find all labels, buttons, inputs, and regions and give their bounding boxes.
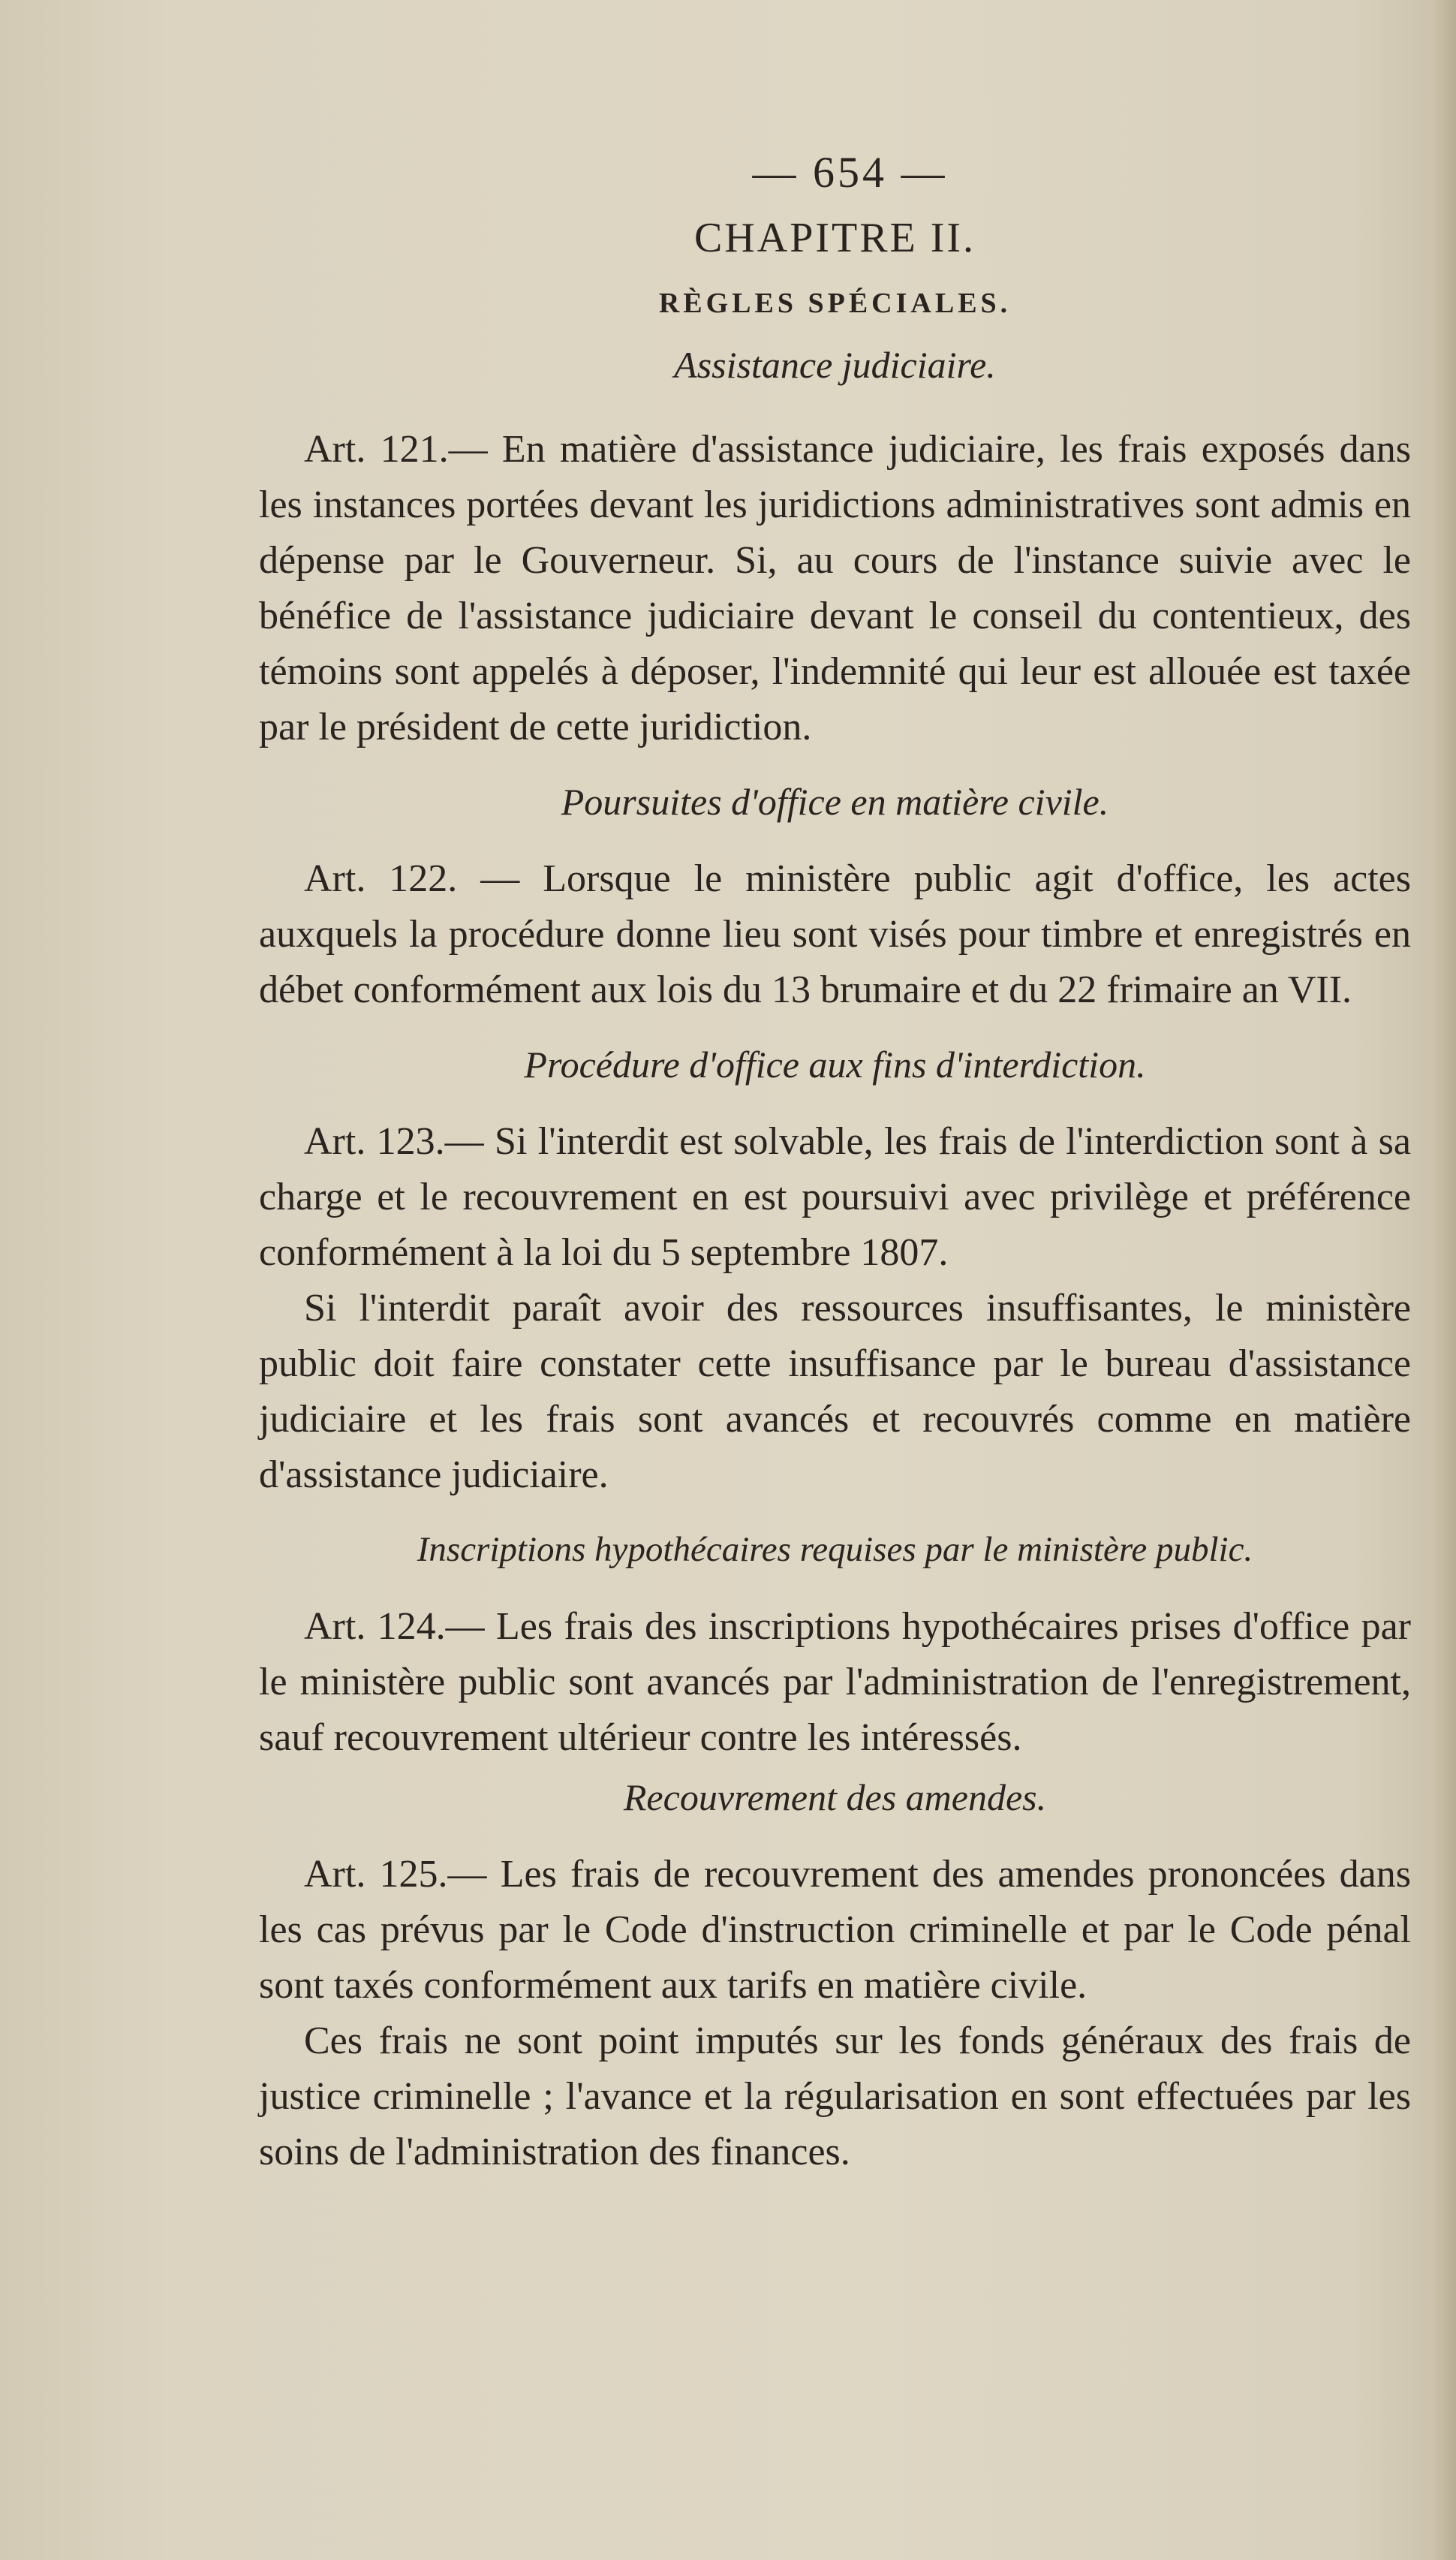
article-121: Art. 121.— En matière d'assistance judiciaire, les frais exposés dans les instances portées devant les juridictions administratives sont admis en dépense par le Gouverneur. Si, au cours de l'instance suivie avec le bénéfice de l'assistance judiciaire devant le conseil du contentieux, des témoins sont appelés à déposer, l'indemnité qui leur est allouée est taxée par le président de cette juridiction. [259,428,1411,748]
page-content [259,143,1411,2180]
article-125: Art. 125.— Les frais de recouvrement des amendes prononcées dans les cas prévus par le Code d'instruction criminelle et par le Code pénal sont taxés conformément aux tarifs en matière civile. [259,1853,1411,2007]
heading-poursuites: Poursuites d'office en matière civile. [561,781,1109,823]
chapter-title: CHAPITRE II. [693,215,976,261]
article-123: Art. 123.— Si l'interdit est solvable, les frais de l'interdiction sont à sa charge et le recouvrement en est poursuivi avec privilège et préférence conformément à la loi du 5 septembre 1807. [259,1120,1411,1274]
heading-interdiction: Procédure d'office aux fins d'interdiction. [524,1044,1146,1086]
article-122: Art. 122. — Lorsque le ministère public agit d'office, les actes auxquels la procédure donne lieu sont visés pour timbre et enregistrés en débet conformément aux lois du 13 brumaire et du 22 frimaire an VII. [259,857,1411,1011]
page-number: — 654 — [752,148,948,197]
article-125-continued: Ces frais ne sont point imputés sur les fonds généraux des frais de justice criminelle ; l'avance et la régularisation en sont effectuées par les soins de l'administration des finances. [259,2019,1411,2173]
page-edge [1430,0,1456,2560]
heading-assistance: Assistance judiciaire. [674,344,996,386]
article-124: Art. 124.— Les frais des inscriptions hypothécaires prises d'office par le ministère public sont avancés par l'administration de l'enregistrement, sauf recouvrement ultérieur contre les intéressés. [259,1605,1411,1759]
section-title: RÈGLES SPÉCIALES. [658,288,1012,319]
heading-amendes: Recouvrement des amendes. [623,1776,1047,1818]
heading-inscriptions: Inscriptions hypothécaires requises par le ministère public. [417,1530,1253,1569]
article-123-continued: Si l'interdit paraît avoir des ressources insuffisantes, le ministère public doit faire constater cette insuffisance par le bureau d'assistance judiciaire et les frais sont avancés et recouvrés comme en matière d'assistance judiciaire. [259,1287,1411,1496]
